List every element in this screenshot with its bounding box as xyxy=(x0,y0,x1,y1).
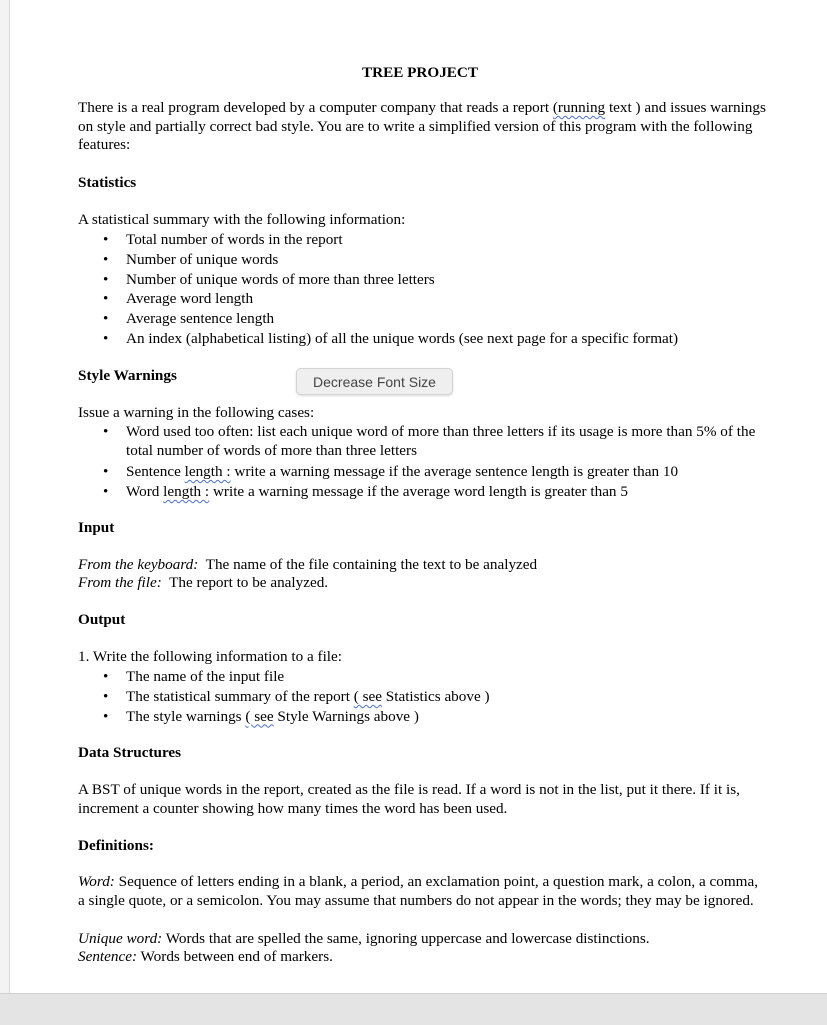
statistics-heading: Statistics xyxy=(78,174,137,191)
style-warnings-lead: Issue a warning in the following cases: xyxy=(78,404,315,421)
output-list xyxy=(78,667,768,726)
spellcheck-underline: ( see xyxy=(245,707,274,725)
spellcheck-underline: length : xyxy=(163,482,210,500)
style-warnings-heading: Style Warnings xyxy=(78,367,177,384)
data-structures-heading: Data Structures xyxy=(78,744,182,761)
definitions-word: Word: Sequence of letters ending in a blank, a period, an exclamation point, a question mark, a colon, a comma, a single quote, or a semicolon. You may assume that numbers do not appear in the words; they may be ignored. xyxy=(78,873,759,909)
spellcheck-underline: ( see xyxy=(353,687,382,705)
spellcheck-underline: length : xyxy=(184,463,231,480)
output-lead: 1. Write the following information to a file: xyxy=(78,648,342,665)
list-item: • Sentence length : write a warning message if the average sentence length is greater than 10 xyxy=(78,462,768,482)
list-item: • Word length : write a warning message if the average word length is greater than 5 xyxy=(78,482,768,502)
data-structures-paragraph: A BST of unique words in the report, created as the file is read. If a word is not in the list, put it there. If it is, increment a counter showing how many times the word has been used. xyxy=(78,781,740,817)
list-item: • An index (alphabetical listing) of all the unique words (see next page for a specific format) xyxy=(78,329,768,349)
list-item: • The style warnings ( see Style Warnings above ) xyxy=(78,707,768,727)
list-item: • Number of unique words xyxy=(78,250,768,270)
list-item: • Average word length xyxy=(78,289,768,309)
list-item: • Number of unique words of more than three letters xyxy=(78,270,768,290)
definitions-sentence: Sentence: Words between end of markers. xyxy=(78,948,333,965)
input-heading: Input xyxy=(78,519,115,536)
definitions-unique-word: Unique word: Words that are spelled the same, ignoring uppercase and lowercase distinctions. xyxy=(78,930,650,947)
statistics-lead: A statistical summary with the following information: xyxy=(78,211,406,228)
intro-paragraph: There is a real program developed by a computer company that reads a report (running text ) and issues warnings on style and partially correct bad style. You are to write a simplified version of this program with the following features: xyxy=(78,99,766,153)
window-left-edge xyxy=(0,0,10,993)
list-item: • Total number of words in the report xyxy=(78,230,768,250)
output-heading: Output xyxy=(78,611,126,628)
bottom-toolbar xyxy=(0,993,827,1025)
list-item: • The name of the input file xyxy=(78,667,768,687)
statistics-list xyxy=(78,230,768,349)
list-item: • The statistical summary of the report ( see Statistics above ) xyxy=(78,687,768,707)
definitions-heading: Definitions: xyxy=(78,837,154,854)
list-item: • Average sentence length xyxy=(78,309,768,329)
style-warnings-list xyxy=(78,423,768,502)
spellcheck-underline: (running xyxy=(552,99,606,116)
decrease-font-size-button[interactable]: Decrease Font Size xyxy=(296,368,453,395)
input-line-file: From the file: The report to be analyzed. xyxy=(78,574,329,591)
list-item: • Word used too often: list each unique word of more than three letters if its usage is more than 5% of the total number of words of more than three letters xyxy=(78,423,768,460)
page-title: TREE PROJECT xyxy=(362,64,479,81)
input-line-keyboard: From the keyboard: The name of the file containing the text to be analyzed xyxy=(78,556,538,573)
